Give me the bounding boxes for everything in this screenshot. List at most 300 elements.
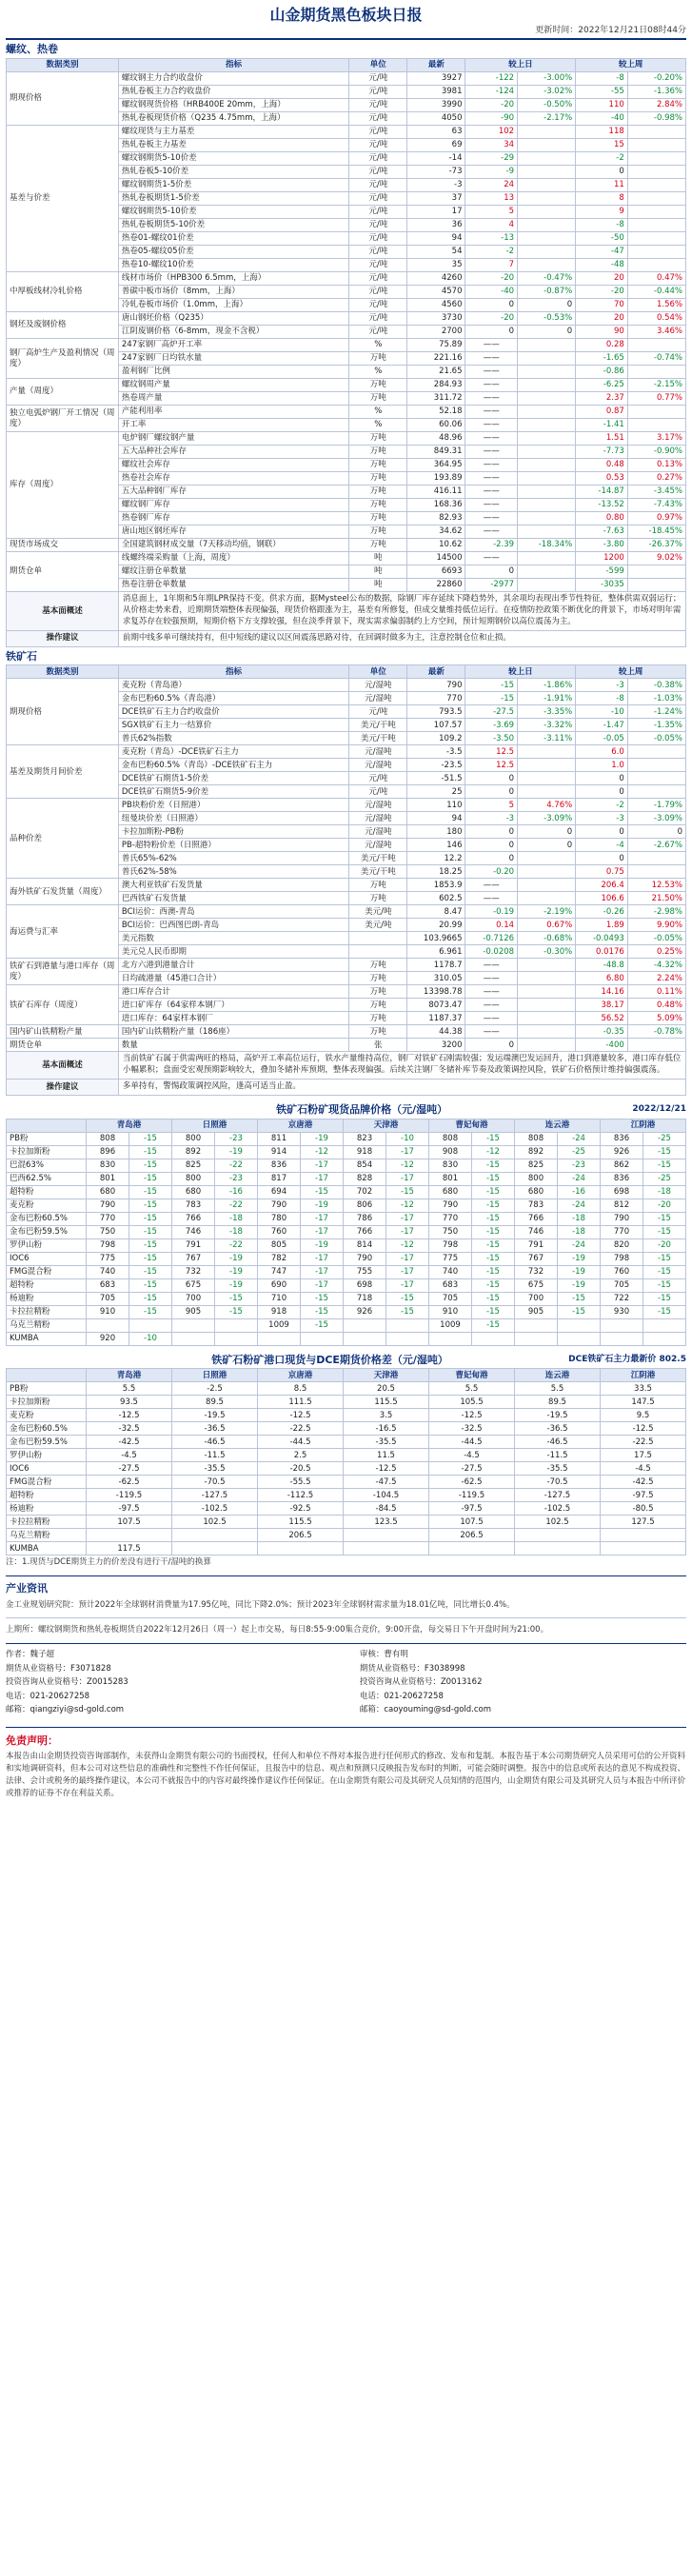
disclaimer-title: 免责声明：	[6, 1734, 58, 1747]
steel-day-change-cell: -20	[465, 99, 518, 112]
steel-week-change-pct-cell: 1.56%	[627, 299, 685, 312]
iron-category-cell: 基差及期货月间价差	[7, 745, 119, 799]
iron-day-change-pct-cell	[518, 892, 576, 905]
spot-product-name: 巴混63%	[7, 1159, 87, 1172]
spot-product-name: 杨迪粉	[7, 1292, 87, 1305]
iron-indicator-cell: 日均疏港量（45港口合计）	[118, 972, 348, 985]
spot-change-cell: -15	[386, 1305, 429, 1318]
basis-value-cell: -12.5	[601, 1422, 686, 1436]
basis-value-cell	[601, 1529, 686, 1542]
spot-price-cell: 705	[601, 1278, 643, 1292]
steel-latest-cell: 4560	[407, 299, 465, 312]
header-vs-prev-week: 较上周	[576, 665, 686, 679]
steel-week-change-pct-cell: 0.13%	[627, 459, 685, 472]
spot-price-cell: 770	[429, 1212, 472, 1225]
steel-latest-cell: 416.11	[407, 485, 465, 499]
steel-week-change-cell: 20	[576, 272, 628, 286]
steel-week-change-cell: -2	[576, 152, 628, 166]
iron-day-change-cell: 12.5	[465, 759, 518, 772]
iron-indicator-cell: DCE铁矿石主力合约收盘价	[118, 705, 348, 719]
spot-port-header: 日照港	[172, 1119, 258, 1132]
steel-day-change-pct-cell	[518, 179, 576, 192]
iron-week-change-cell: -1.47	[576, 719, 628, 732]
iron-latest-cell: 103.9665	[407, 932, 465, 945]
header-unit: 单位	[349, 665, 407, 679]
steel-week-change-pct-cell: -0.98%	[627, 112, 685, 126]
steel-day-change-cell: -2977	[465, 579, 518, 592]
basis-value-cell: 89.5	[515, 1396, 601, 1409]
iron-data-row	[7, 1039, 686, 1052]
steel-day-change-pct-cell: -3.00%	[518, 72, 576, 86]
spot-change-cell: -10	[129, 1332, 172, 1345]
iron-week-change-cell: 0	[576, 785, 628, 799]
spot-change-cell: -15	[129, 1265, 172, 1278]
basis-value-cell: 2.5	[258, 1449, 344, 1462]
spot-port-header: 天津港	[344, 1119, 429, 1132]
spot-price-cell: 905	[172, 1305, 215, 1318]
steel-week-change-pct-cell: -2.15%	[627, 379, 685, 392]
steel-summary-row	[7, 592, 686, 631]
spot-change-cell: -17	[386, 1265, 429, 1278]
spot-price-cell: 746	[172, 1225, 215, 1238]
iron-latest-cell: 793.5	[407, 705, 465, 719]
basis-value-cell: -97.5	[601, 1489, 686, 1502]
steel-indicator-cell: 螺纹钢期货5-10价差	[118, 206, 348, 219]
spot-price-cell: 798	[429, 1238, 472, 1252]
steel-day-change-cell: -90	[465, 112, 518, 126]
steel-unit-cell: 元/吨	[349, 286, 407, 299]
basis-value-cell: -102.5	[515, 1502, 601, 1516]
iron-day-change-cell: -0.0208	[465, 945, 518, 959]
steel-day-change-cell: ——	[465, 552, 518, 565]
steel-week-change-cell: 0.87	[576, 406, 628, 419]
spot-product-name: 金布巴粉60.5%	[7, 1212, 87, 1225]
steel-day-change-pct-cell	[518, 259, 576, 272]
steel-week-change-cell: -1.41	[576, 419, 628, 432]
iron-week-change-cell: 56.52	[576, 1012, 628, 1025]
iron-day-change-pct-cell: -3.11%	[518, 732, 576, 745]
iron-unit-cell: 元/湿吨	[349, 812, 407, 825]
steel-unit-cell: 万吨	[349, 512, 407, 525]
steel-day-change-pct-cell: 0	[518, 299, 576, 312]
spot-product-name: 超特粉	[7, 1185, 87, 1199]
steel-category-cell: 钢坯及废钢价格	[7, 312, 119, 339]
iron-category-cell: 期现价格	[7, 679, 119, 745]
basis-row	[7, 1409, 686, 1422]
steel-unit-cell: 元/吨	[349, 72, 407, 86]
spot-price-cell: 914	[258, 1145, 301, 1159]
steel-day-change-pct-cell: -3.02%	[518, 86, 576, 99]
iron-day-change-pct-cell: -3.35%	[518, 705, 576, 719]
iron-indicator-cell: 巴西铁矿石发货量	[118, 892, 348, 905]
spot-change-cell: -17	[301, 1265, 344, 1278]
spot-product-name: 罗伊山粉	[7, 1238, 87, 1252]
steel-indicator-cell: 普碳中板市场价（8mm，上海）	[118, 286, 348, 299]
iron-unit-cell: 元/湿吨	[349, 679, 407, 692]
spot-price-cell: 683	[87, 1278, 129, 1292]
header-latest: 最新	[407, 665, 465, 679]
iron-week-change-cell: -0.35	[576, 1025, 628, 1039]
spot-price-cell: 808	[429, 1132, 472, 1145]
steel-day-change-cell: ——	[465, 339, 518, 352]
iron-indicator-cell: 麦克粉（青岛）-DCE铁矿石主力	[118, 745, 348, 759]
spot-change-cell: -15	[129, 1305, 172, 1318]
steel-indicator-cell: 247家钢厂高炉开工率	[118, 339, 348, 352]
iron-day-change-pct-cell	[518, 972, 576, 985]
author-email[interactable]: 邮箱：qiangziyi@sd-gold.com	[6, 1705, 125, 1715]
spot-change-cell: -15	[472, 1199, 515, 1212]
spot-change-cell: -19	[215, 1252, 258, 1265]
steel-latest-cell: 54	[407, 246, 465, 259]
iron-unit-cell: 元/吨	[349, 785, 407, 799]
basis-value-cell: -119.5	[87, 1489, 172, 1502]
iron-week-change-pct-cell: -1.24%	[627, 705, 685, 719]
spot-change-cell: -15	[129, 1145, 172, 1159]
basis-value-cell: -27.5	[87, 1462, 172, 1476]
spot-change-cell: -17	[386, 1212, 429, 1225]
iron-unit-cell: 万吨	[349, 892, 407, 905]
basis-value-cell: 123.5	[344, 1516, 429, 1529]
iron-day-change-pct-cell: -1.91%	[518, 692, 576, 705]
spot-price-table	[6, 1119, 686, 1346]
steel-day-change-pct-cell	[518, 352, 576, 366]
iron-data-row	[7, 905, 686, 919]
steel-week-change-cell: -48	[576, 259, 628, 272]
steel-day-change-cell: ——	[465, 379, 518, 392]
basis-value-cell: -97.5	[429, 1502, 515, 1516]
iron-data-row	[7, 879, 686, 892]
iron-day-change-cell: 0	[465, 772, 518, 785]
spot-change-cell: -15	[129, 1252, 172, 1265]
report-title: 山金期货黑色板块日报	[269, 6, 423, 24]
spot-price-cell: 683	[429, 1278, 472, 1292]
iron-day-change-pct-cell	[518, 959, 576, 972]
iron-unit-cell: 美元/吨	[349, 919, 407, 932]
steel-indicator-cell: 热轧卷板主力基差	[118, 139, 348, 152]
iron-week-change-pct-cell	[627, 852, 685, 865]
iron-week-change-cell: -2	[576, 799, 628, 812]
steel-day-change-cell: ——	[465, 446, 518, 459]
steel-day-change-pct-cell	[518, 366, 576, 379]
iron-week-change-cell: 106.6	[576, 892, 628, 905]
iron-week-change-pct-cell: 0.48%	[627, 999, 685, 1012]
spot-price-cell: 760	[601, 1265, 643, 1278]
steel-latest-cell: 6693	[407, 565, 465, 579]
iron-indicator-cell: 数量	[118, 1039, 348, 1052]
steel-latest-cell: 168.36	[407, 499, 465, 512]
basis-row	[7, 1516, 686, 1529]
iron-indicator-cell: 普氏62%指数	[118, 732, 348, 745]
steel-category-cell: 独立电弧炉钢厂开工情况（周度）	[7, 406, 119, 432]
spot-price-cell	[601, 1318, 643, 1332]
steel-week-change-pct-cell	[627, 246, 685, 259]
basis-value-cell: -127.5	[172, 1489, 258, 1502]
spot-change-cell: -15	[643, 1278, 686, 1292]
iron-latest-cell: 6.961	[407, 945, 465, 959]
iron-unit-cell: 万吨	[349, 985, 407, 999]
reviewer-email[interactable]: 邮箱：caoyouming@sd-gold.com	[359, 1705, 492, 1715]
spot-price-cell: 800	[515, 1172, 558, 1185]
spot-price-cell: 770	[87, 1212, 129, 1225]
spot-change-cell: -23	[215, 1172, 258, 1185]
basis-value-cell: 8.5	[258, 1382, 344, 1396]
spot-change-cell: -15	[643, 1212, 686, 1225]
basis-value-cell: 17.5	[601, 1449, 686, 1462]
iron-data-row	[7, 799, 686, 812]
basis-product-name: PB粉	[7, 1382, 87, 1396]
spot-price-cell: 830	[87, 1159, 129, 1172]
steel-indicator-cell: 螺纹社会库存	[118, 459, 348, 472]
basis-row	[7, 1449, 686, 1462]
steel-day-change-pct-cell	[518, 166, 576, 179]
steel-week-change-pct-cell	[627, 579, 685, 592]
spot-change-cell: -19	[558, 1278, 601, 1292]
basis-value-cell	[172, 1529, 258, 1542]
spot-change-cell: -15	[472, 1252, 515, 1265]
header-category: 数据类别	[7, 59, 119, 72]
basis-row	[7, 1422, 686, 1436]
basis-value-cell: 102.5	[172, 1516, 258, 1529]
basis-product-name: 金布巴粉59.5%	[7, 1436, 87, 1449]
steel-category-cell: 基差与价差	[7, 126, 119, 272]
spot-price-cell: 817	[258, 1172, 301, 1185]
steel-unit-cell: 元/吨	[349, 99, 407, 112]
basis-value-cell: -35.5	[344, 1436, 429, 1449]
iron-day-change-cell: 5	[465, 799, 518, 812]
iron-indicator-cell: DCE铁矿石期货5-9价差	[118, 785, 348, 799]
steel-indicator-cell: 热轧卷板5-10价差	[118, 166, 348, 179]
steel-indicator-cell: 热卷注册仓单数量	[118, 579, 348, 592]
spot-price-cell: 680	[429, 1185, 472, 1199]
spot-price-cell: 760	[258, 1225, 301, 1238]
spot-change-cell: -15	[472, 1305, 515, 1318]
steel-indicator-cell: 螺纹钢现货价格（HRB400E 20mm，上海）	[118, 99, 348, 112]
steel-day-change-cell: ——	[465, 459, 518, 472]
iron-week-change-cell: -8	[576, 692, 628, 705]
spot-change-cell: -25	[643, 1172, 686, 1185]
spot-price-cell: 740	[87, 1265, 129, 1278]
steel-unit-cell: %	[349, 419, 407, 432]
steel-day-change-cell: -20	[465, 312, 518, 326]
iron-indicator-cell: 港口库存合计	[118, 985, 348, 999]
spot-change-cell: -15	[129, 1132, 172, 1145]
spot-change-cell: -24	[558, 1199, 601, 1212]
steel-indicator-cell: 热轧卷板现货价格（Q235 4.75mm，上海）	[118, 112, 348, 126]
steel-unit-cell: 元/吨	[349, 246, 407, 259]
steel-latest-cell: 3990	[407, 99, 465, 112]
steel-unit-cell: 元/吨	[349, 312, 407, 326]
iron-indicator-cell: BCI运价：西澳-青岛	[118, 905, 348, 919]
basis-value-cell: -97.5	[87, 1502, 172, 1516]
spot-price-cell: 926	[344, 1305, 386, 1318]
spot-change-cell: -25	[558, 1145, 601, 1159]
steel-indicator-cell: 螺纹钢期货5-10价差	[118, 152, 348, 166]
basis-value-cell: 5.5	[429, 1382, 515, 1396]
spot-change-cell	[558, 1332, 601, 1345]
header-latest: 最新	[407, 59, 465, 72]
spot-change-cell: -15	[129, 1185, 172, 1199]
steel-day-change-cell: 0	[465, 565, 518, 579]
steel-day-change-pct-cell	[518, 552, 576, 565]
steel-indicator-cell: 热轧卷板期货1-5价差	[118, 192, 348, 206]
spot-price-row	[7, 1159, 686, 1172]
header-unit: 单位	[349, 59, 407, 72]
basis-row	[7, 1529, 686, 1542]
iron-unit-cell: 万吨	[349, 999, 407, 1012]
iron-latest-cell: 146	[407, 839, 465, 852]
spot-change-cell: -12	[386, 1238, 429, 1252]
steel-unit-cell: 元/吨	[349, 166, 407, 179]
iron-day-change-pct-cell: 0	[518, 825, 576, 839]
steel-week-change-cell: 0.48	[576, 459, 628, 472]
spot-change-cell: -15	[472, 1238, 515, 1252]
spot-price-cell: 811	[258, 1132, 301, 1145]
steel-indicator-cell: 螺纹钢周产量	[118, 379, 348, 392]
basis-value-cell: -102.5	[172, 1502, 258, 1516]
spot-price-cell: 910	[429, 1305, 472, 1318]
spot-change-cell: -12	[472, 1145, 515, 1159]
reviewer-right	[360, 1648, 686, 1716]
steel-day-change-pct-cell	[518, 246, 576, 259]
spot-change-cell: -19	[558, 1252, 601, 1265]
iron-day-change-pct-cell: 0.67%	[518, 919, 576, 932]
iron-data-row	[7, 745, 686, 759]
spot-change-cell: -15	[215, 1305, 258, 1318]
authors-block	[6, 1643, 686, 1720]
iron-data-row	[7, 959, 686, 972]
basis-value-cell: -11.5	[515, 1449, 601, 1462]
steel-day-change-cell: -2.39	[465, 539, 518, 552]
steel-unit-cell: 元/吨	[349, 299, 407, 312]
spot-price-row	[7, 1132, 686, 1145]
spot-price-cell: 1009	[258, 1318, 301, 1332]
steel-week-change-cell: -0.86	[576, 366, 628, 379]
steel-data-row	[7, 552, 686, 565]
iron-day-change-pct-cell	[518, 852, 576, 865]
steel-week-change-pct-cell: 0.54%	[627, 312, 685, 326]
basis-value-cell: -42.5	[87, 1436, 172, 1449]
header-vs-prev-day: 较上日	[465, 665, 576, 679]
header-category: 数据类别	[7, 665, 119, 679]
basis-value-cell: -112.5	[258, 1489, 344, 1502]
spot-product-name: 卡拉加斯粉	[7, 1145, 87, 1159]
spot-product-name: 麦克粉	[7, 1199, 87, 1212]
basis-value-cell: 117.5	[87, 1542, 172, 1556]
steel-week-change-pct-cell: -1.36%	[627, 86, 685, 99]
spot-change-cell	[558, 1318, 601, 1332]
iron-day-change-cell: ——	[465, 985, 518, 999]
steel-week-change-pct-cell	[627, 126, 685, 139]
steel-latest-cell: 63	[407, 126, 465, 139]
steel-day-change-pct-cell	[518, 192, 576, 206]
basis-value-cell: -80.5	[601, 1502, 686, 1516]
spot-price-cell: 722	[601, 1292, 643, 1305]
spot-price-cell: 702	[344, 1185, 386, 1199]
iron-category-cell: 品种价差	[7, 799, 119, 879]
basis-value-cell: 206.5	[258, 1529, 344, 1542]
basis-value-cell: 20.5	[344, 1382, 429, 1396]
iron-day-change-pct-cell	[518, 772, 576, 785]
spot-price-cell: 700	[515, 1292, 558, 1305]
steel-day-change-cell: ——	[465, 432, 518, 446]
iron-unit-cell: 元/湿吨	[349, 692, 407, 705]
steel-section-title: 螺纹、热卷	[6, 43, 58, 56]
iron-unit-cell: 美元/干吨	[349, 865, 407, 879]
spot-price-cell	[344, 1332, 386, 1345]
spot-price-cell: 836	[601, 1132, 643, 1145]
spot-price-row	[7, 1238, 686, 1252]
basis-value-cell: -12.5	[344, 1462, 429, 1476]
news-paragraph-2: 上期所：螺纹钢期货和热轧卷板期货自2022年12月26日（周一）起上市交易，每日8:55-9:00集合竞价，9:00开盘，每交易日下午开盘时间为21:00。	[6, 1624, 549, 1635]
spot-change-cell: -19	[301, 1238, 344, 1252]
basis-product-name: 卡拉拉精粉	[7, 1516, 87, 1529]
spot-price-cell	[601, 1332, 643, 1345]
spot-change-cell: -15	[386, 1292, 429, 1305]
author-left	[6, 1648, 332, 1716]
iron-latest-cell: 8073.47	[407, 999, 465, 1012]
iron-indicator-cell: 澳大利亚铁矿石发货量	[118, 879, 348, 892]
spot-change-cell: -15	[643, 1292, 686, 1305]
iron-latest-cell: 1187.37	[407, 1012, 465, 1025]
steel-latest-cell: 311.72	[407, 392, 465, 406]
steel-week-change-pct-cell: 0.47%	[627, 272, 685, 286]
iron-unit-cell: 万吨	[349, 879, 407, 892]
steel-latest-cell: -14	[407, 152, 465, 166]
steel-indicator-cell: 五大品种社会库存	[118, 446, 348, 459]
iron-day-change-pct-cell: -2.19%	[518, 905, 576, 919]
basis-header-row	[7, 1369, 686, 1382]
iron-category-cell: 期货仓单	[7, 1039, 119, 1052]
steel-indicator-cell: 螺纹钢厂库存	[118, 499, 348, 512]
spot-price-cell: 775	[429, 1252, 472, 1265]
steel-unit-cell: 元/吨	[349, 272, 407, 286]
spot-change-cell: -15	[472, 1318, 515, 1332]
iron-unit-cell: 万吨	[349, 1012, 407, 1025]
steel-day-change-pct-cell	[518, 472, 576, 485]
steel-unit-cell: 元/吨	[349, 232, 407, 246]
spot-price-cell: 680	[515, 1185, 558, 1199]
steel-day-change-cell: -124	[465, 86, 518, 99]
steel-indicator-cell: 线材市场价（HPB300 6.5mm，上海）	[118, 272, 348, 286]
steel-day-change-pct-cell: -0.47%	[518, 272, 576, 286]
spot-price-cell: 783	[515, 1199, 558, 1212]
iron-week-change-cell: 206.4	[576, 879, 628, 892]
spot-change-cell: -15	[472, 1159, 515, 1172]
basis-product-name: 超特粉	[7, 1489, 87, 1502]
basis-value-cell: -104.5	[344, 1489, 429, 1502]
iron-day-change-cell: ——	[465, 879, 518, 892]
iron-latest-cell: 13398.78	[407, 985, 465, 999]
spot-change-cell: -17	[386, 1225, 429, 1238]
header-indicator: 指标	[118, 665, 348, 679]
spot-change-cell: -15	[301, 1305, 344, 1318]
spot-change-cell: -16	[558, 1185, 601, 1199]
spot-price-row	[7, 1199, 686, 1212]
steel-week-change-cell: 11	[576, 179, 628, 192]
basis-value-cell	[429, 1542, 515, 1556]
steel-unit-cell: 元/吨	[349, 219, 407, 232]
spot-price-row	[7, 1172, 686, 1185]
basis-value-cell: -62.5	[87, 1476, 172, 1489]
steel-day-change-cell: -20	[465, 272, 518, 286]
iron-section-title: 铁矿石	[6, 649, 37, 663]
iron-summary-label: 基本面概述	[7, 1052, 119, 1080]
iron-week-change-cell: 14.16	[576, 985, 628, 999]
iron-week-change-cell: -48.8	[576, 959, 628, 972]
spot-change-cell	[215, 1318, 258, 1332]
spot-change-cell	[129, 1318, 172, 1332]
spot-change-cell: -15	[472, 1278, 515, 1292]
